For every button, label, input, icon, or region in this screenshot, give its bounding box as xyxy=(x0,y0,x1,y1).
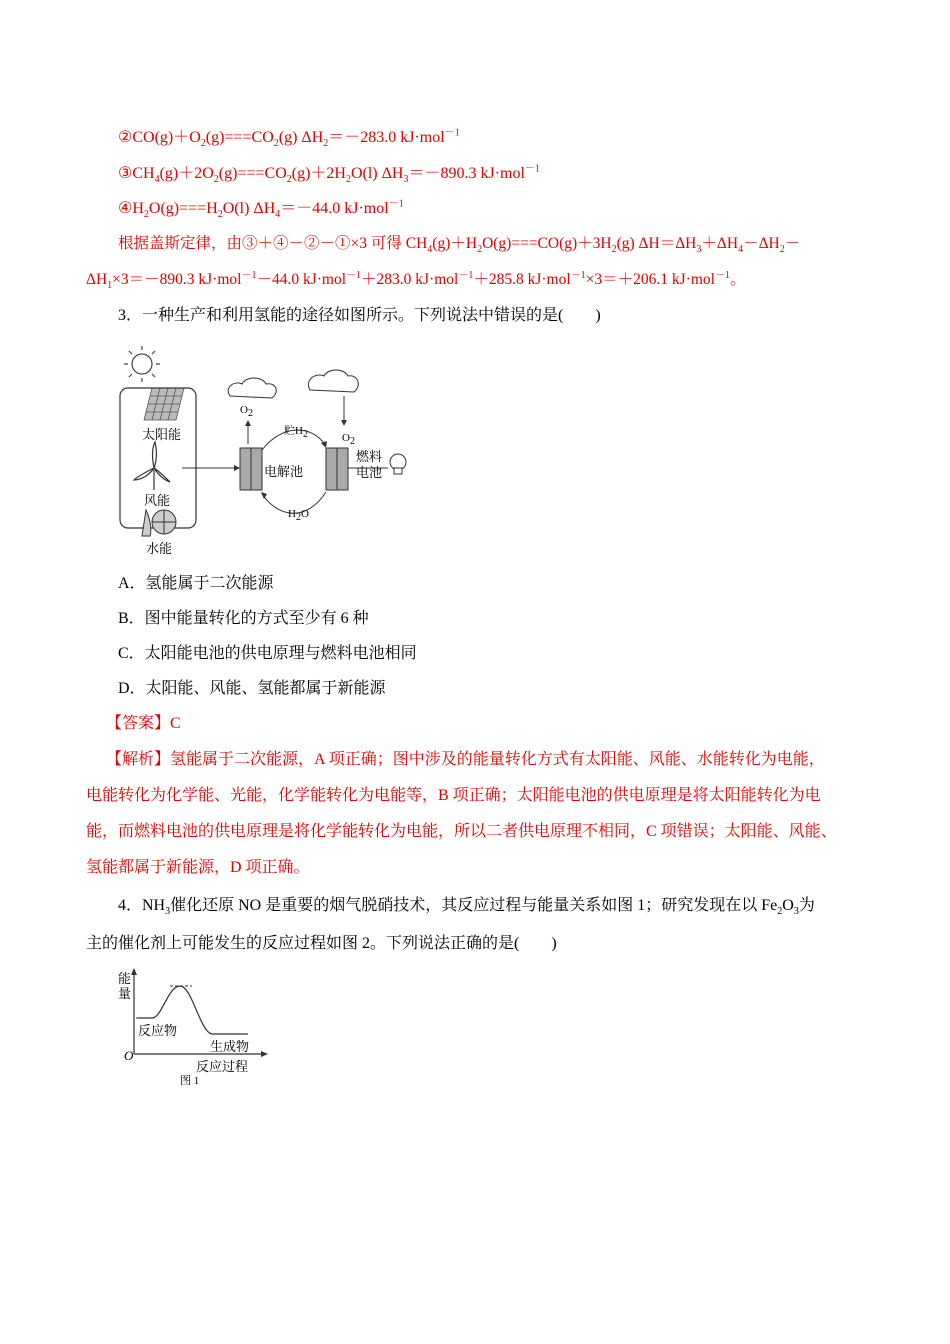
fig1-product: 生成物 xyxy=(210,1039,250,1054)
fig1-reactant: 反应物 xyxy=(138,1023,178,1038)
fig1-xlabel: 反应过程 xyxy=(196,1059,249,1074)
wind-turbine-icon xyxy=(134,442,170,490)
fig1-ylabel-1: 能 xyxy=(118,971,132,986)
fig1-ylabel-2: 量 xyxy=(118,986,132,1001)
energy-profile-figure xyxy=(112,966,272,1090)
answer: 【答案】C xyxy=(106,715,181,732)
label-store-h2: 贮$H_2$ xyxy=(284,425,308,441)
analysis-line-2: 电能转化为化学能、光能，化学能转化为电能等，B 项正确；太阳能电池的供电原理是将太阳能转化为电 xyxy=(86,787,821,804)
cloud-icon-left xyxy=(228,378,276,398)
label-solar: 太阳能 xyxy=(142,427,182,442)
question-4-stem-line-2: 主的催化剂上可能发生的反应过程如图 2。下列说法正确的是( ) xyxy=(86,935,557,952)
option-a: A．氢能属于二次能源 xyxy=(118,575,274,592)
question-4-stem-line-1: 4．$NH_3$催化还原 NO 是重要的烟气脱硝技术，其反应过程与能量关系如图 1；研究发现在以 $Fe_2O_3$为 xyxy=(118,897,815,918)
cloud-icon-right xyxy=(308,370,358,392)
label-h2o: $H_2O$ xyxy=(288,508,309,524)
label-water: 水能 xyxy=(146,541,173,556)
analysis-line-3: 能，而燃料电池的供电原理是将化学能转化为电能，所以二者供电原理不相同，C 项错误；太阳能、风能、 xyxy=(86,823,837,840)
fig1-origin: O xyxy=(124,1048,134,1063)
label-fuel-cell-1: 燃料 xyxy=(356,449,383,464)
label-fuel-cell-2: 电池 xyxy=(356,465,383,480)
equation-4: $④H_2O(g)===H_2O(l)$ $\Delta H_4=-44.0$ kJ·mol$^{-1}$ xyxy=(118,198,404,221)
sun-icon xyxy=(124,346,160,382)
option-d: D．太阳能、风能、氢能都属于新能源 xyxy=(118,680,386,697)
label-electrolyzer: 电解池 xyxy=(264,464,304,479)
solar-panel-icon xyxy=(144,388,184,420)
fig1-caption: 图 1 xyxy=(180,1075,200,1087)
equation-2: $②CO(g)+O_2(g)===CO_2(g)$ $\Delta H_2=-283.0$ kJ·mol$^{-1}$ xyxy=(118,127,460,150)
water-turbine-icon xyxy=(142,510,176,536)
hydrogen-energy-diagram xyxy=(112,340,422,560)
label-o2-left: $O_2$ xyxy=(240,404,253,420)
analysis-line-1: 【解析】氢能属于二次能源，A 项正确；图中涉及的能量转化方式有太阳能、风能、水能转化为电能， xyxy=(106,751,825,768)
question-3-stem: 3．一种生产和利用氢能的途径如图所示。下列说法中错误的是( ) xyxy=(118,307,601,324)
label-wind: 风能 xyxy=(144,493,171,508)
option-c: C．太阳能电池的供电原理与燃料电池相同 xyxy=(118,645,417,662)
option-b: B．图中能量转化的方式至少有 6 种 xyxy=(118,610,369,627)
analysis-line-4: 氢能都属于新能源，D 项正确。 xyxy=(86,859,310,876)
equation-3: $③CH_4(g)+2O_2(g)===CO_2(g)+2H_2O(l)$ $\Delta H_3=-890.3$ kJ·mol$^{-1}$ xyxy=(118,163,540,186)
hess-line-2: $\Delta H_1\times 3=-890.3$ kJ·mol$^{-1}$－44.0 kJ·mol$^{-1}$＋283.0 kJ·mol$^{-1}$＋285.8 kJ·mol$^{-1}$×3＝＋206.1 kJ·mol$^{-1}$。 xyxy=(86,269,746,292)
hess-line-1: 根据盖斯定律，由③＋④－②－①×3 可得 $CH_4(g)+H_2O(g)===CO(g)+3H_2(g)$ $\Delta H=\Delta H_3+\Delta H_4-\Delta H_2-$ xyxy=(118,235,801,256)
label-o2-right: $O_2$ xyxy=(342,432,355,448)
